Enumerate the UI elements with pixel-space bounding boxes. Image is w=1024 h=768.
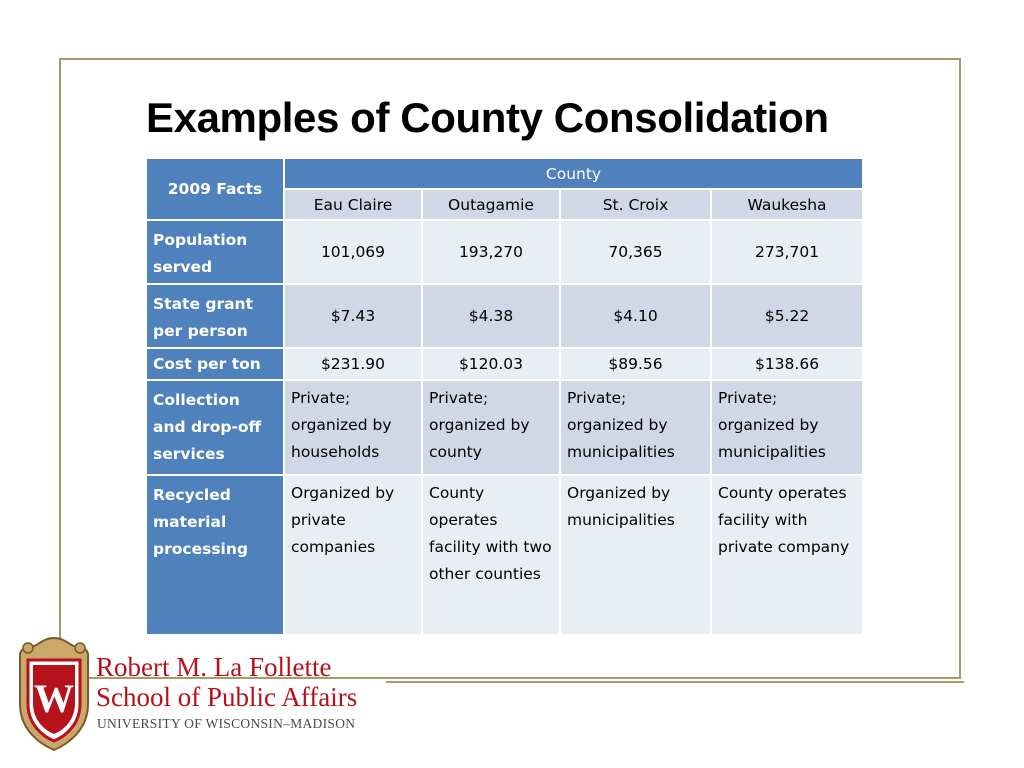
corner-header: 2009 Facts: [146, 158, 284, 220]
table-row: [146, 220, 863, 284]
table-cell: Private; organized by municipalities: [711, 380, 863, 475]
table-cell: $138.66: [711, 348, 863, 380]
logo-line-2: School of Public Affairs: [96, 682, 358, 712]
column-header: St. Croix: [560, 189, 711, 220]
table-cell: $89.56: [560, 348, 711, 380]
table-cell: Private; organized by municipalities: [560, 380, 711, 475]
table-cell: $120.03: [422, 348, 560, 380]
table-cell: Organized by private companies: [284, 475, 422, 635]
table-cell: 101,069: [284, 220, 422, 284]
table-cell: $4.38: [422, 284, 560, 348]
logo-university: UNIVERSITY OF WISCONSIN–MADISON: [97, 716, 356, 731]
column-header: Outagamie: [422, 189, 560, 220]
table-row: [146, 348, 863, 380]
table-cell: 70,365: [560, 220, 711, 284]
table-cell: $5.22: [711, 284, 863, 348]
logo-line-1: Robert M. La Follette: [96, 652, 332, 682]
university-crest-icon: [14, 634, 94, 754]
table-cell: County operates facility with two other counties: [422, 475, 560, 635]
row-header: Population served: [146, 220, 284, 284]
table-cell: 193,270: [422, 220, 560, 284]
table-cell: Private; organized by households: [284, 380, 422, 475]
county-facts-table: [145, 157, 864, 636]
row-header: Collection and drop-off services: [146, 380, 284, 475]
divider-line: [386, 681, 964, 683]
table-cell: 273,701: [711, 220, 863, 284]
row-header: State grant per person: [146, 284, 284, 348]
table-row: [146, 284, 863, 348]
column-header: Eau Claire: [284, 189, 422, 220]
table-cell: County operates facility with private company: [711, 475, 863, 635]
table-row: [146, 380, 863, 475]
table-cell: Organized by municipalities: [560, 475, 711, 635]
table-row: [146, 475, 863, 635]
table-cell: $231.90: [284, 348, 422, 380]
slide-title: Examples of County Consolidation: [146, 94, 829, 141]
column-header: Waukesha: [711, 189, 863, 220]
table-cell: $4.10: [560, 284, 711, 348]
county-group-header: County: [284, 158, 863, 189]
table-cell: Private; organized by county: [422, 380, 560, 475]
row-header: Cost per ton: [146, 348, 284, 380]
crest-letter: W: [34, 676, 74, 721]
table-cell: $7.43: [284, 284, 422, 348]
row-header: Recycled material processing: [146, 475, 284, 635]
